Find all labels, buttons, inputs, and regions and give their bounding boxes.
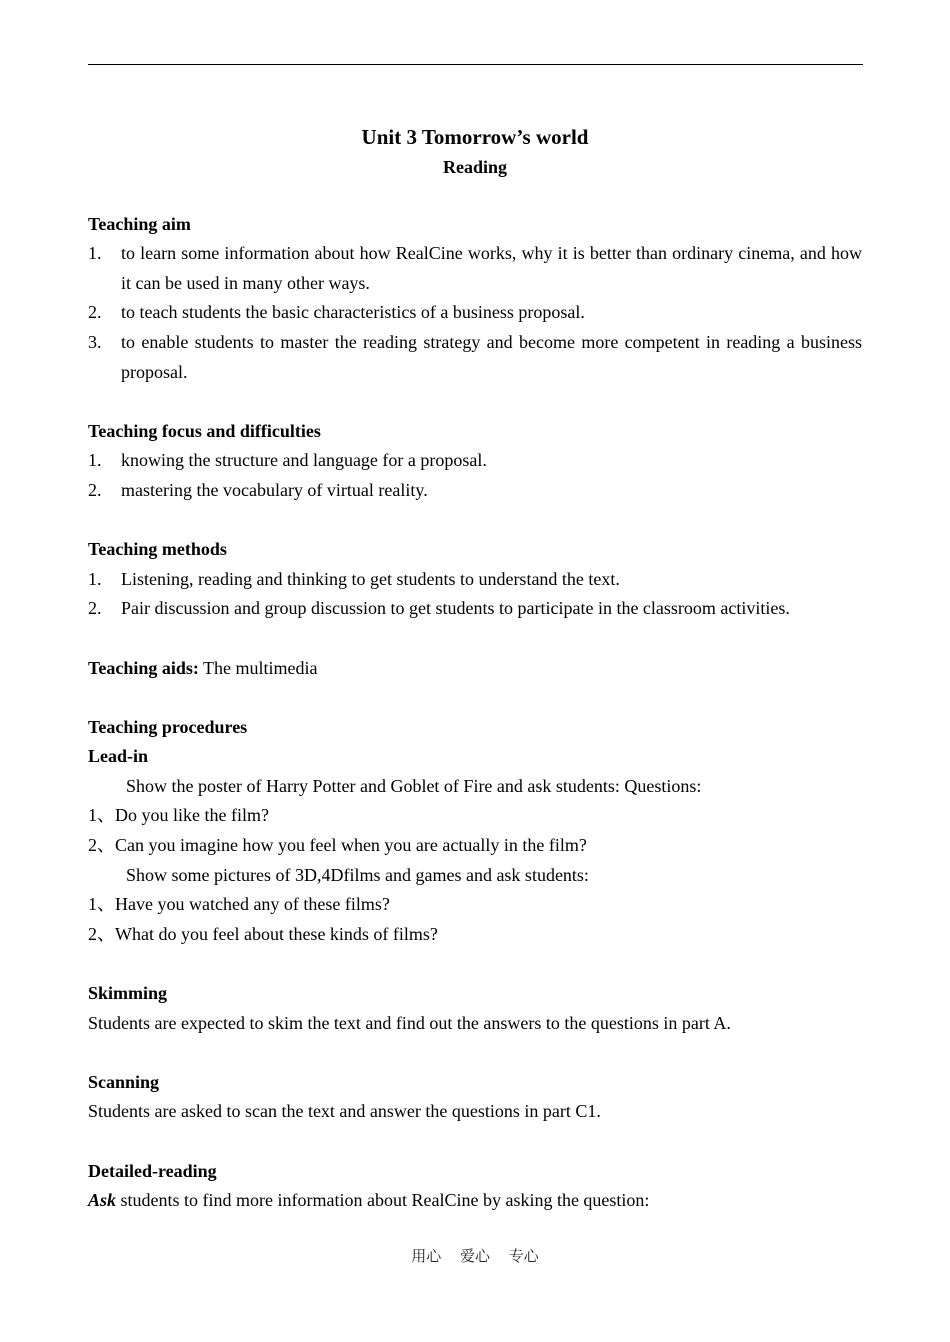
- methods-item: 2. Pair discussion and group discussion to get students to participate in the classroom activities.: [88, 598, 790, 619]
- aim-item: 3. to enable students to master the reading strategy and become more competent in reading a business proposal.: [88, 331, 862, 382]
- detailed-reading-text: Ask students to find more information about RealCine by asking the question:: [88, 1190, 650, 1211]
- document-subtitle: Reading: [442, 157, 507, 177]
- skimming-heading: Skimming: [88, 983, 168, 1004]
- lead-in-question: 2、What do you feel about these kinds of films?: [88, 923, 438, 944]
- teaching-procedures-heading: Teaching procedures: [88, 716, 248, 737]
- lead-in-question: 2、Can you imagine how you feel when you are actually in the film?: [88, 835, 587, 856]
- document-title: Unit 3 Tomorrow’s world: [361, 125, 589, 149]
- teaching-aids-label: Teaching aids:: [88, 657, 199, 678]
- document-page: [88, 120, 862, 1216]
- lead-in-heading: Lead-in: [88, 746, 149, 767]
- lead-in-intro: Show some pictures of 3D,4Dfilms and games and ask students:: [126, 864, 589, 885]
- teaching-methods-heading: Teaching methods: [88, 539, 227, 560]
- page-footer: 用心 爱心 专心: [411, 1247, 539, 1265]
- scanning-text: Students are asked to scan the text and answer the questions in part C1.: [88, 1101, 601, 1122]
- focus-item: 1. knowing the structure and language for a proposal.: [88, 450, 487, 471]
- teaching-aim-heading: Teaching aim: [88, 213, 191, 234]
- ask-emphasis: Ask: [88, 1190, 117, 1211]
- methods-item: 1. Listening, reading and thinking to get students to understand the text.: [88, 568, 620, 589]
- aim-item: 1. to learn some information about how RealCine works, why it is better than ordinary cinema, and how it can be used in many other ways.: [88, 243, 862, 293]
- lead-in-intro: Show the poster of Harry Potter and Goblet of Fire and ask students: Questions:: [126, 775, 702, 796]
- scanning-heading: Scanning: [88, 1071, 160, 1092]
- teaching-aids-text: The multimedia: [198, 657, 318, 678]
- teaching-focus-heading: Teaching focus and difficulties: [88, 420, 321, 441]
- aim-item: 2. to teach students the basic characteristics of a business proposal.: [88, 302, 585, 323]
- header-rule: [88, 64, 863, 65]
- skimming-text: Students are expected to skim the text and find out the answers to the questions in part A.: [88, 1012, 731, 1033]
- focus-item: 2. mastering the vocabulary of virtual reality.: [88, 479, 428, 500]
- lead-in-question: 1、Have you watched any of these films?: [88, 894, 390, 915]
- teaching-aids-line: [88, 654, 862, 684]
- detailed-reading-heading: Detailed-reading: [88, 1160, 217, 1181]
- lead-in-question: 1、Do you like the film?: [88, 805, 269, 826]
